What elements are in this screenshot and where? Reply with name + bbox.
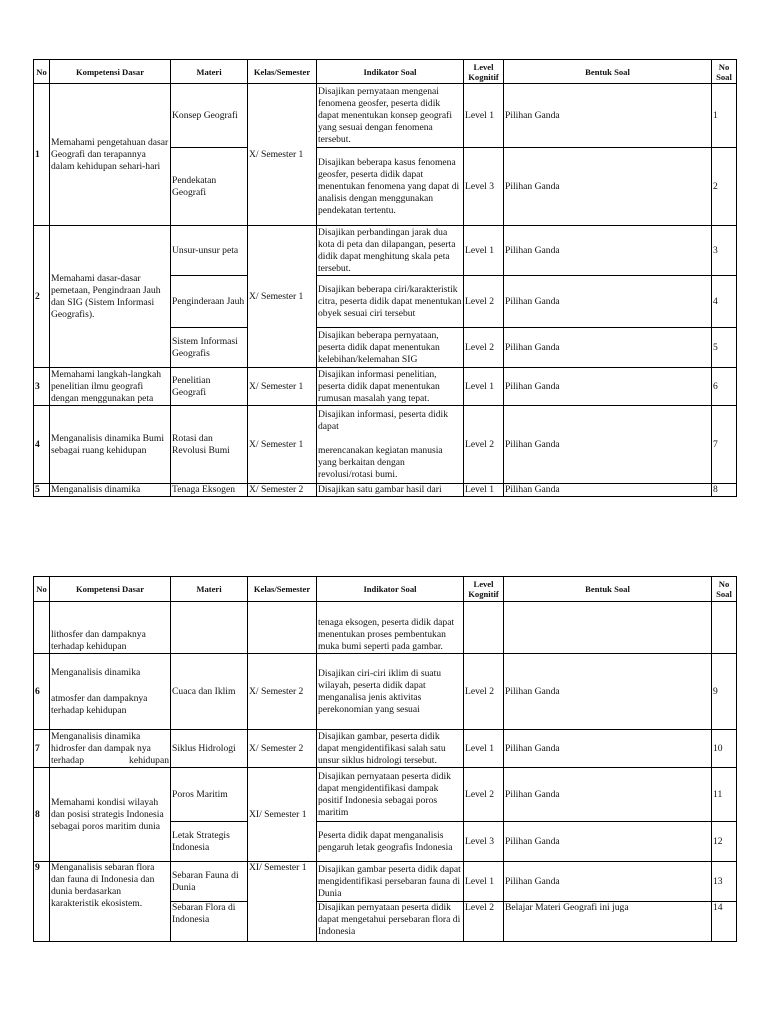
bentuk-soal-cell: Pilihan Ganda [504,368,712,406]
header-kompetensi-dasar: Kompetensi Dasar [50,577,171,602]
kelas-cell: X/ Semester 2 [248,484,317,497]
no-soal-cell: 14 [712,902,737,942]
materi-cell: Unsur-unsur peta [171,226,248,276]
kompetensi-word: terhadap [51,754,85,766]
row-number: 1 [34,84,50,226]
level-cell: Level 2 [464,406,504,484]
table-row [34,484,737,497]
table-row [34,368,737,406]
materi-cell: Cuaca dan Iklim [171,654,248,730]
indikator-text-part-1: Disajikan informasi, peserta didik dapat [318,408,449,432]
table-row [34,602,737,654]
kompetensi-text-part-1: Menganalisis dinamika hidrosfer dan dampak nya [51,730,151,754]
bentuk-soal-cell: Pilihan Ganda [504,276,712,328]
bentuk-soal-cell: Pilihan Ganda [504,406,712,484]
row-number: 4 [34,406,50,484]
table-row [34,654,737,730]
no-soal-cell: 3 [712,226,737,276]
kompetensi-dasar-cell: Menganalisis dinamika [50,484,171,497]
level-cell: Level 1 [464,84,504,148]
indikator-cell: Disajikan ciri-ciri iklim di suatu wilayah, peserta didik dapat menganalisa jenis aktivitas perekonomian yang sesuai [317,654,464,730]
bentuk-soal-cell: Pilihan Ganda [504,484,712,497]
indikator-cell: Disajikan pernyataan mengenai fenomena geosfer, peserta didik dapat menentukan konsep geografi yang sesuai dengan fenomena tersebut. [317,84,464,148]
indikator-cell: Peserta didik dapat menganalisis pengaruh letak geografis Indonesia [317,822,464,862]
indikator-cell: Disajikan perbandingan jarak dua kota di peta dan dilapangan, peserta didik dapat menghitung skala peta tersebut. [317,226,464,276]
no-soal-cell: 9 [712,654,737,730]
materi-cell [171,602,248,654]
kelas-cell: X/ Semester 2 [248,654,317,730]
materi-cell: Penelitian Geografi [171,368,248,406]
kelas-cell: X/ Semester 2 [248,730,317,768]
no-soal-cell: 8 [712,484,737,497]
header-indikator-soal: Indikator Soal [317,60,464,84]
kelas-cell: X/ Semester 1 [248,84,317,226]
row-number: 9 [34,862,50,942]
kompetensi-word: kehidupan [129,754,169,766]
bentuk-soal-cell: Pilihan Ganda [504,654,712,730]
materi-cell: Penginderaan Jauh [171,276,248,328]
no-soal-cell: 10 [712,730,737,768]
row-number: 5 [34,484,50,497]
row-number: 6 [34,654,50,730]
header-level-kognitif: Level Kognitif [464,60,504,84]
no-soal-cell: 6 [712,368,737,406]
kelas-cell: XI/ Semester 1 [248,862,317,942]
row-number [34,602,50,654]
no-soal-cell: 5 [712,328,737,368]
materi-cell: Rotasi dan Revolusi Bumi [171,406,248,484]
indikator-cell: Disajikan pernyataan peserta didik dapat mengidentifikasi dampak positif Indonesia sebagai poros maritim [317,768,464,822]
header-kelas-semester: Kelas/Semester [248,577,317,602]
kelas-cell: X/ Semester 1 [248,368,317,406]
indikator-cell: Disajikan gambar peserta didik dapat mengidentifikasi persebaran fauna di Dunia [317,862,464,902]
bentuk-soal-cell: Belajar Materi Geografi ini juga [504,902,712,942]
no-soal-cell [712,602,737,654]
kisi-kisi-table-page-2 [33,576,737,942]
kompetensi-dasar-cell: Memahami dasar-dasar pemetaan, Pengindraan Jauh dan SIG (Sistem Informasi Geografis). [50,226,171,368]
materi-cell: Pendekatan Geografi [171,148,248,226]
no-soal-cell: 11 [712,768,737,822]
level-cell: Level 2 [464,768,504,822]
kelas-cell: XI/ Semester 1 [248,768,317,862]
kompetensi-dasar-cell: Menganalisis sebaran flora dan fauna di Indonesia dan dunia berdasarkan karakteristik ekosistem. [50,862,171,942]
row-number: 8 [34,768,50,862]
level-cell: Level 3 [464,148,504,226]
level-cell [464,602,504,654]
header-no: No [34,577,50,602]
level-cell: Level 1 [464,226,504,276]
kompetensi-dasar-cell [50,730,171,768]
kelas-cell [248,602,317,654]
indikator-cell: Disajikan pernyataan peserta didik dapat mengetahui persebaran flora di Indonesia [317,902,464,942]
level-cell: Level 2 [464,654,504,730]
header-materi: Materi [171,60,248,84]
bentuk-soal-cell [504,602,712,654]
materi-cell: Tenaga Eksogen [171,484,248,497]
header-materi: Materi [171,577,248,602]
materi-cell: Letak Strategis Indonesia [171,822,248,862]
table-row [34,862,737,902]
bentuk-soal-cell: Pilihan Ganda [504,148,712,226]
materi-cell: Sebaran Fauna di Dunia [171,862,248,902]
row-number: 2 [34,226,50,368]
no-soal-cell: 2 [712,148,737,226]
header-row [34,60,737,84]
row-number: 3 [34,368,50,406]
indikator-cell: Disajikan gambar, peserta didik dapat mengidentifikasi salah satu unsur siklus hidrologi tersebut. [317,730,464,768]
bentuk-soal-cell: Pilihan Ganda [504,226,712,276]
kisi-kisi-table-page-1 [33,59,737,497]
level-cell: Level 1 [464,862,504,902]
no-soal-cell: 1 [712,84,737,148]
indikator-cell: tenaga eksogen, peserta didik dapat menentukan proses pembentukan muka bumi seperti pada gambar. [317,602,464,654]
bentuk-soal-cell: Pilihan Ganda [504,730,712,768]
materi-cell: Sebaran Flora di Indonesia [171,902,248,942]
kompetensi-dasar-cell: lithosfer dan dampaknya terhadap kehidupan [50,602,171,654]
indikator-cell: Disajikan beberapa kasus fenomena geosfer, peserta didik dapat menentukan fenomena yang dapat di analisis dengan menggunakan pendekatan tertentu. [317,148,464,226]
kompetensi-dasar-cell: Memahami kondisi wilayah dan posisi strategis Indonesia sebagai poros maritim dunia [50,768,171,862]
header-kompetensi-dasar: Kompetensi Dasar [50,60,171,84]
materi-cell: Konsep Geografi [171,84,248,148]
table-row [34,768,737,822]
level-cell: Level 2 [464,328,504,368]
kompetensi-text-part-2: atmosfer dan dampaknya terhadap kehidupan [51,692,148,716]
table-row [34,406,737,484]
indikator-cell: Disajikan informasi penelitian, peserta didik dapat menentukan rumusan masalah yang tepat. [317,368,464,406]
table-row [34,730,737,768]
indikator-text-part-2: merencanakan kegiatan manusia yang berkaitan dengan revolusi/rotasi bumi. [318,444,443,480]
kompetensi-dasar-cell: Menganalisis dinamika Bumi sebagai ruang kehidupan [50,406,171,484]
no-soal-cell: 4 [712,276,737,328]
no-soal-cell: 12 [712,822,737,862]
level-cell: Level 1 [464,368,504,406]
no-soal-cell: 13 [712,862,737,902]
header-no-soal: No Soal [712,60,737,84]
materi-cell: Sistem Informasi Geografis [171,328,248,368]
row-number: 7 [34,730,50,768]
level-cell: Level 2 [464,276,504,328]
header-no: No [34,60,50,84]
level-cell: Level 1 [464,484,504,497]
kelas-cell: X/ Semester 1 [248,226,317,368]
level-cell: Level 2 [464,902,504,942]
indikator-cell: Disajikan beberapa pernyataan, peserta didik dapat menentukan kelebihan/kelemahan SIG [317,328,464,368]
kelas-cell: X/ Semester 1 [248,406,317,484]
header-level-kognitif: Level Kognitif [464,577,504,602]
materi-cell: Poros Maritim [171,768,248,822]
kompetensi-dasar-cell: Memahami pengetahuan dasar Geografi dan terapannya dalam kehidupan sehari-hari [50,84,171,226]
header-bentuk-soal: Bentuk Soal [504,577,712,602]
indikator-cell: Disajikan satu gambar hasil dari [317,484,464,497]
indikator-cell [317,406,464,484]
header-indikator-soal: Indikator Soal [317,577,464,602]
level-cell: Level 1 [464,730,504,768]
bentuk-soal-cell: Pilihan Ganda [504,822,712,862]
kompetensi-dasar-cell: Memahami langkah-langkah penelitian ilmu geografi dengan menggunakan peta [50,368,171,406]
indikator-cell: Disajikan beberapa ciri/karakteristik citra, peserta didik dapat menentukan obyek sesuai ciri tersebut [317,276,464,328]
header-kelas-semester: Kelas/Semester [248,60,317,84]
header-bentuk-soal: Bentuk Soal [504,60,712,84]
materi-cell: Siklus Hidrologi [171,730,248,768]
table-row [34,226,737,276]
bentuk-soal-cell: Pilihan Ganda [504,768,712,822]
bentuk-soal-cell: Pilihan Ganda [504,328,712,368]
level-cell: Level 3 [464,822,504,862]
header-no-soal: No Soal [712,577,737,602]
kompetensi-text-justified-line [51,755,169,767]
kompetensi-text-part-1: Menganalisis dinamika [51,666,141,678]
no-soal-cell: 7 [712,406,737,484]
header-row [34,577,737,602]
bentuk-soal-cell: Pilihan Ganda [504,84,712,148]
kompetensi-dasar-cell [50,654,171,730]
bentuk-soal-cell: Pilihan Ganda [504,862,712,902]
table-row [34,84,737,148]
